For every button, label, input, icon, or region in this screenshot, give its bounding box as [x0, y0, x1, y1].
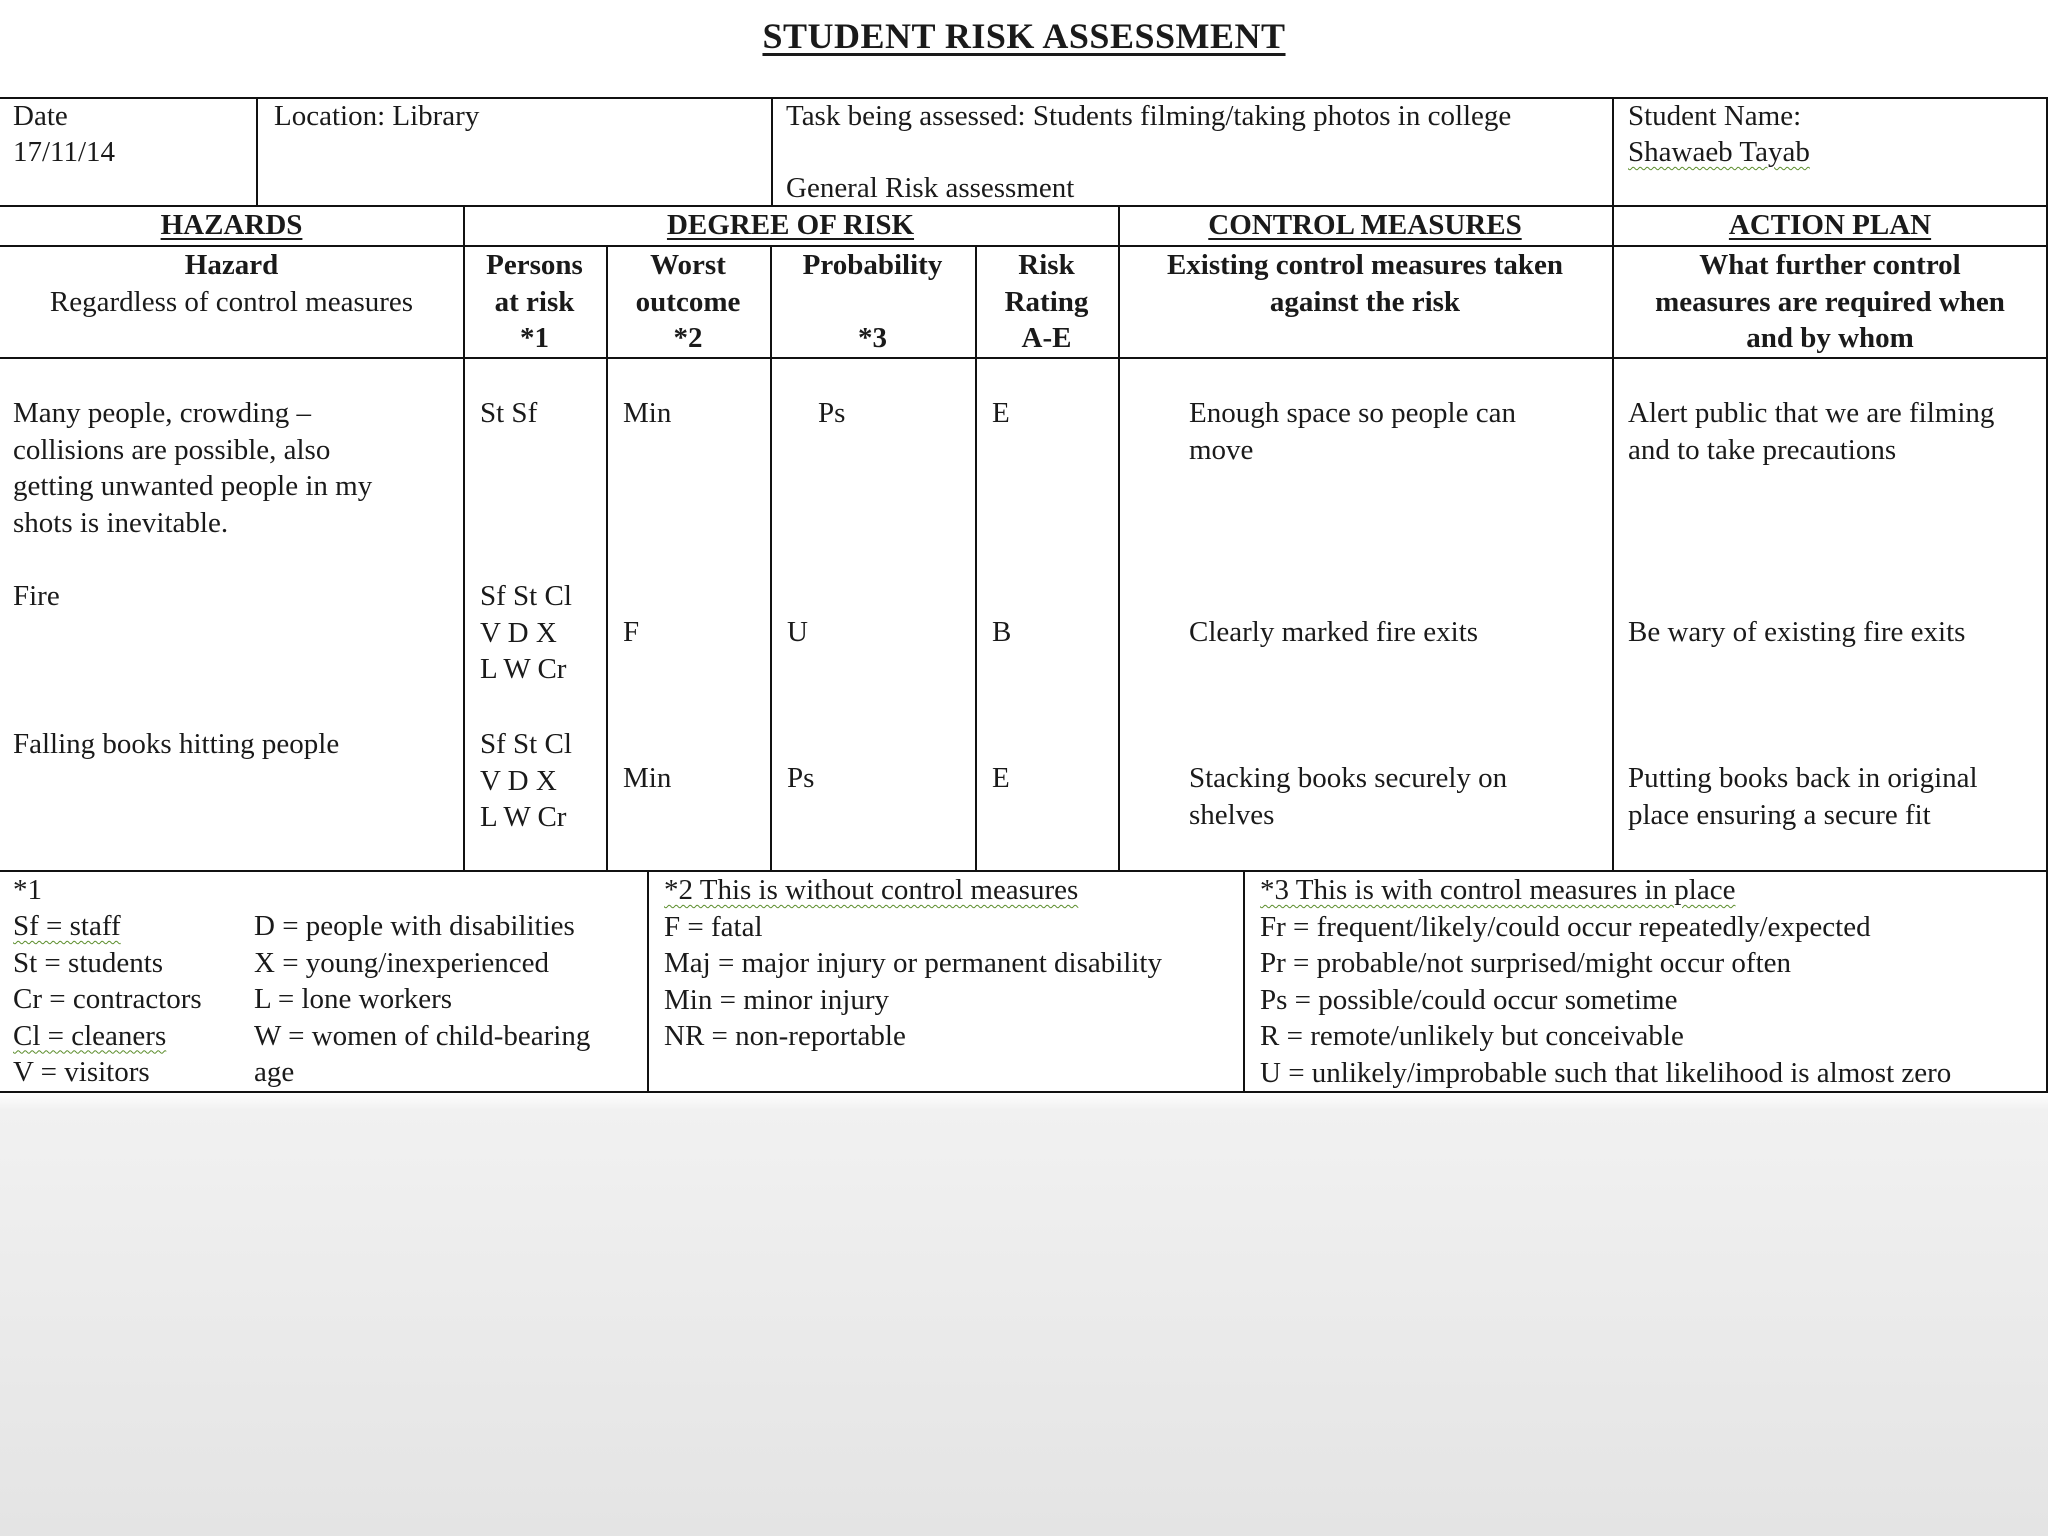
key1-item: St = students — [13, 946, 164, 979]
rule-bottom — [0, 1091, 2048, 1093]
key1-left-list — [13, 908, 202, 1091]
row3-hazard — [13, 726, 339, 763]
student-name-label: Student Name: — [1628, 100, 1802, 132]
rule-v — [771, 97, 773, 207]
key2-list — [664, 872, 1162, 1055]
key3-item: Fr = frequent/likely/could occur repeatedly/expected — [1260, 910, 1871, 943]
header-line: A-E — [1021, 322, 1072, 354]
key2-item: Min = minor injury — [664, 983, 889, 1016]
row2-persons — [480, 578, 572, 688]
text-line: Falling books hitting people — [13, 728, 340, 760]
row1-persons — [480, 395, 537, 432]
key1-item: W = women of child-bearing — [254, 1019, 591, 1052]
header-line: and by whom — [1746, 322, 1914, 354]
key1-item — [13, 908, 202, 945]
key3-item: Pr = probable/not surprised/might occur often — [1260, 947, 1791, 979]
key1-item — [13, 1018, 202, 1055]
col-hazard-title: Hazard — [184, 249, 279, 281]
key3-item: U = unlikely/improbable such that likelihood is almost zero — [1260, 1056, 1952, 1089]
page-title: STUDENT RISK ASSESSMENT — [762, 16, 1286, 56]
key2-title: *2 This is without control measures — [664, 874, 1079, 906]
text-line: Clearly marked fire exits — [1189, 616, 1479, 648]
rule-columns-bottom — [0, 357, 2048, 359]
col-further-control-header — [1612, 247, 2048, 357]
row2-control — [1189, 614, 1478, 651]
text-line: St Sf — [480, 397, 538, 429]
text-line: Stacking books securely on — [1189, 762, 1508, 794]
row2-hazard — [13, 578, 60, 615]
row2-probability: U — [787, 616, 808, 648]
section-control-measures: CONTROL MEASURES — [1208, 209, 1522, 241]
key1-item: Cr = contractors — [13, 983, 202, 1015]
key1-item: L = lone workers — [254, 983, 453, 1015]
header-line: Worst — [650, 249, 726, 281]
row1-hazard — [13, 395, 372, 541]
text-line: L W Cr — [480, 653, 567, 685]
header-line: *3 — [858, 322, 887, 354]
key-text: Cl = cleaners — [13, 1019, 167, 1052]
header-line: measures are required when — [1655, 285, 2005, 318]
key3-item: Ps = possible/could occur sometime — [1260, 983, 1678, 1016]
header-line: Existing control measures taken — [1166, 249, 1564, 281]
key3-item: R = remote/unlikely but conceivable — [1260, 1020, 1684, 1052]
task-subtitle: General Risk assessment — [786, 172, 1075, 204]
key3-list — [1260, 872, 1951, 1091]
key1-title: *1 — [13, 874, 42, 906]
date-value: 17/11/14 — [13, 136, 116, 168]
row1-probability: Ps — [818, 397, 846, 429]
text-line: Enough space so people can — [1189, 397, 1516, 429]
row3-action — [1628, 760, 1978, 833]
header-line: What further control — [1699, 249, 1961, 281]
header-line: *2 — [673, 322, 703, 354]
text-line: Putting books back in original — [1628, 762, 1978, 794]
col-worst-outcome-header — [606, 247, 770, 357]
key2-item: NR = non-reportable — [664, 1020, 906, 1052]
risk-assessment-table — [0, 97, 2048, 1093]
row3-control — [1189, 760, 1507, 833]
section-hazards: HAZARDS — [160, 209, 303, 241]
text-line: Sf St Cl — [480, 580, 572, 612]
text-line: Alert public that we are filming — [1628, 397, 1995, 429]
row1-risk-rating: E — [992, 397, 1010, 429]
header-line: *1 — [520, 322, 549, 354]
text-line: and to take precautions — [1628, 433, 1897, 466]
rule-v — [647, 870, 649, 1093]
text-line: L W Cr — [480, 801, 567, 833]
row3-worst-outcome: Min — [623, 762, 672, 794]
col-risk-rating-header — [975, 247, 1118, 357]
student-name-value: Shawaeb Tayab — [1628, 136, 1810, 168]
text-line: shelves — [1189, 798, 1275, 831]
header-line: outcome — [635, 285, 741, 318]
text-line: Sf St Cl — [480, 728, 572, 760]
row1-worst-outcome: Min — [623, 397, 672, 429]
section-degree-of-risk: DEGREE OF RISK — [666, 209, 915, 241]
header-line: Persons — [486, 249, 583, 281]
row2-worst-outcome: F — [623, 616, 640, 648]
task-field: Task being assessed: Students filming/taking photos in college — [786, 100, 1512, 132]
key1-item: V = visitors — [13, 1056, 150, 1088]
date-label: Date — [13, 100, 68, 132]
key1-item: D = people with disabilities — [254, 910, 575, 942]
col-probability-header — [770, 247, 975, 357]
row1-action — [1628, 395, 1994, 468]
section-action-plan: ACTION PLAN — [1728, 209, 1932, 241]
row2-action — [1628, 614, 1965, 651]
text-line: collisions are possible, also — [13, 433, 331, 466]
key3-title: *3 This is with control measures in place — [1260, 874, 1736, 906]
col-hazard-subtitle: Regardless of control measures — [49, 285, 414, 318]
row3-risk-rating: E — [992, 762, 1010, 794]
row1-control — [1189, 395, 1516, 468]
text-line: V D X — [480, 764, 557, 797]
header-line: Risk — [1018, 249, 1075, 281]
text-line: shots is inevitable. — [13, 506, 229, 539]
key2-item: F = fatal — [664, 910, 763, 943]
header-line: Probability — [802, 249, 943, 281]
text-line: V D X — [480, 616, 557, 649]
row2-risk-rating: B — [992, 616, 1012, 648]
text-line: Many people, crowding – — [13, 397, 311, 429]
rule-v — [1243, 870, 1245, 1093]
key-text: Sf = staff — [13, 910, 121, 942]
key1-item: X = young/inexperienced — [254, 946, 549, 979]
text-line: getting unwanted people in my — [13, 470, 373, 502]
key2-item: Maj = major injury or permanent disability — [664, 947, 1162, 979]
text-line: Be wary of existing fire exits — [1628, 616, 1966, 648]
text-line: Fire — [13, 580, 60, 612]
key1-item: age — [254, 1056, 295, 1088]
key1-right-list — [254, 908, 590, 1091]
row3-persons — [480, 726, 572, 836]
col-existing-control-header — [1118, 247, 1612, 320]
col-persons-header — [463, 247, 606, 357]
col-hazard-header — [0, 247, 463, 320]
rule-v — [256, 97, 258, 207]
header-line: Rating — [1004, 285, 1089, 318]
row3-probability: Ps — [787, 762, 815, 794]
header-line: at risk — [494, 285, 575, 318]
text-line: move — [1189, 433, 1254, 466]
location-field: Location: Library — [274, 100, 480, 132]
header-line: against the risk — [1269, 285, 1461, 318]
text-line: place ensuring a secure fit — [1628, 798, 1931, 831]
